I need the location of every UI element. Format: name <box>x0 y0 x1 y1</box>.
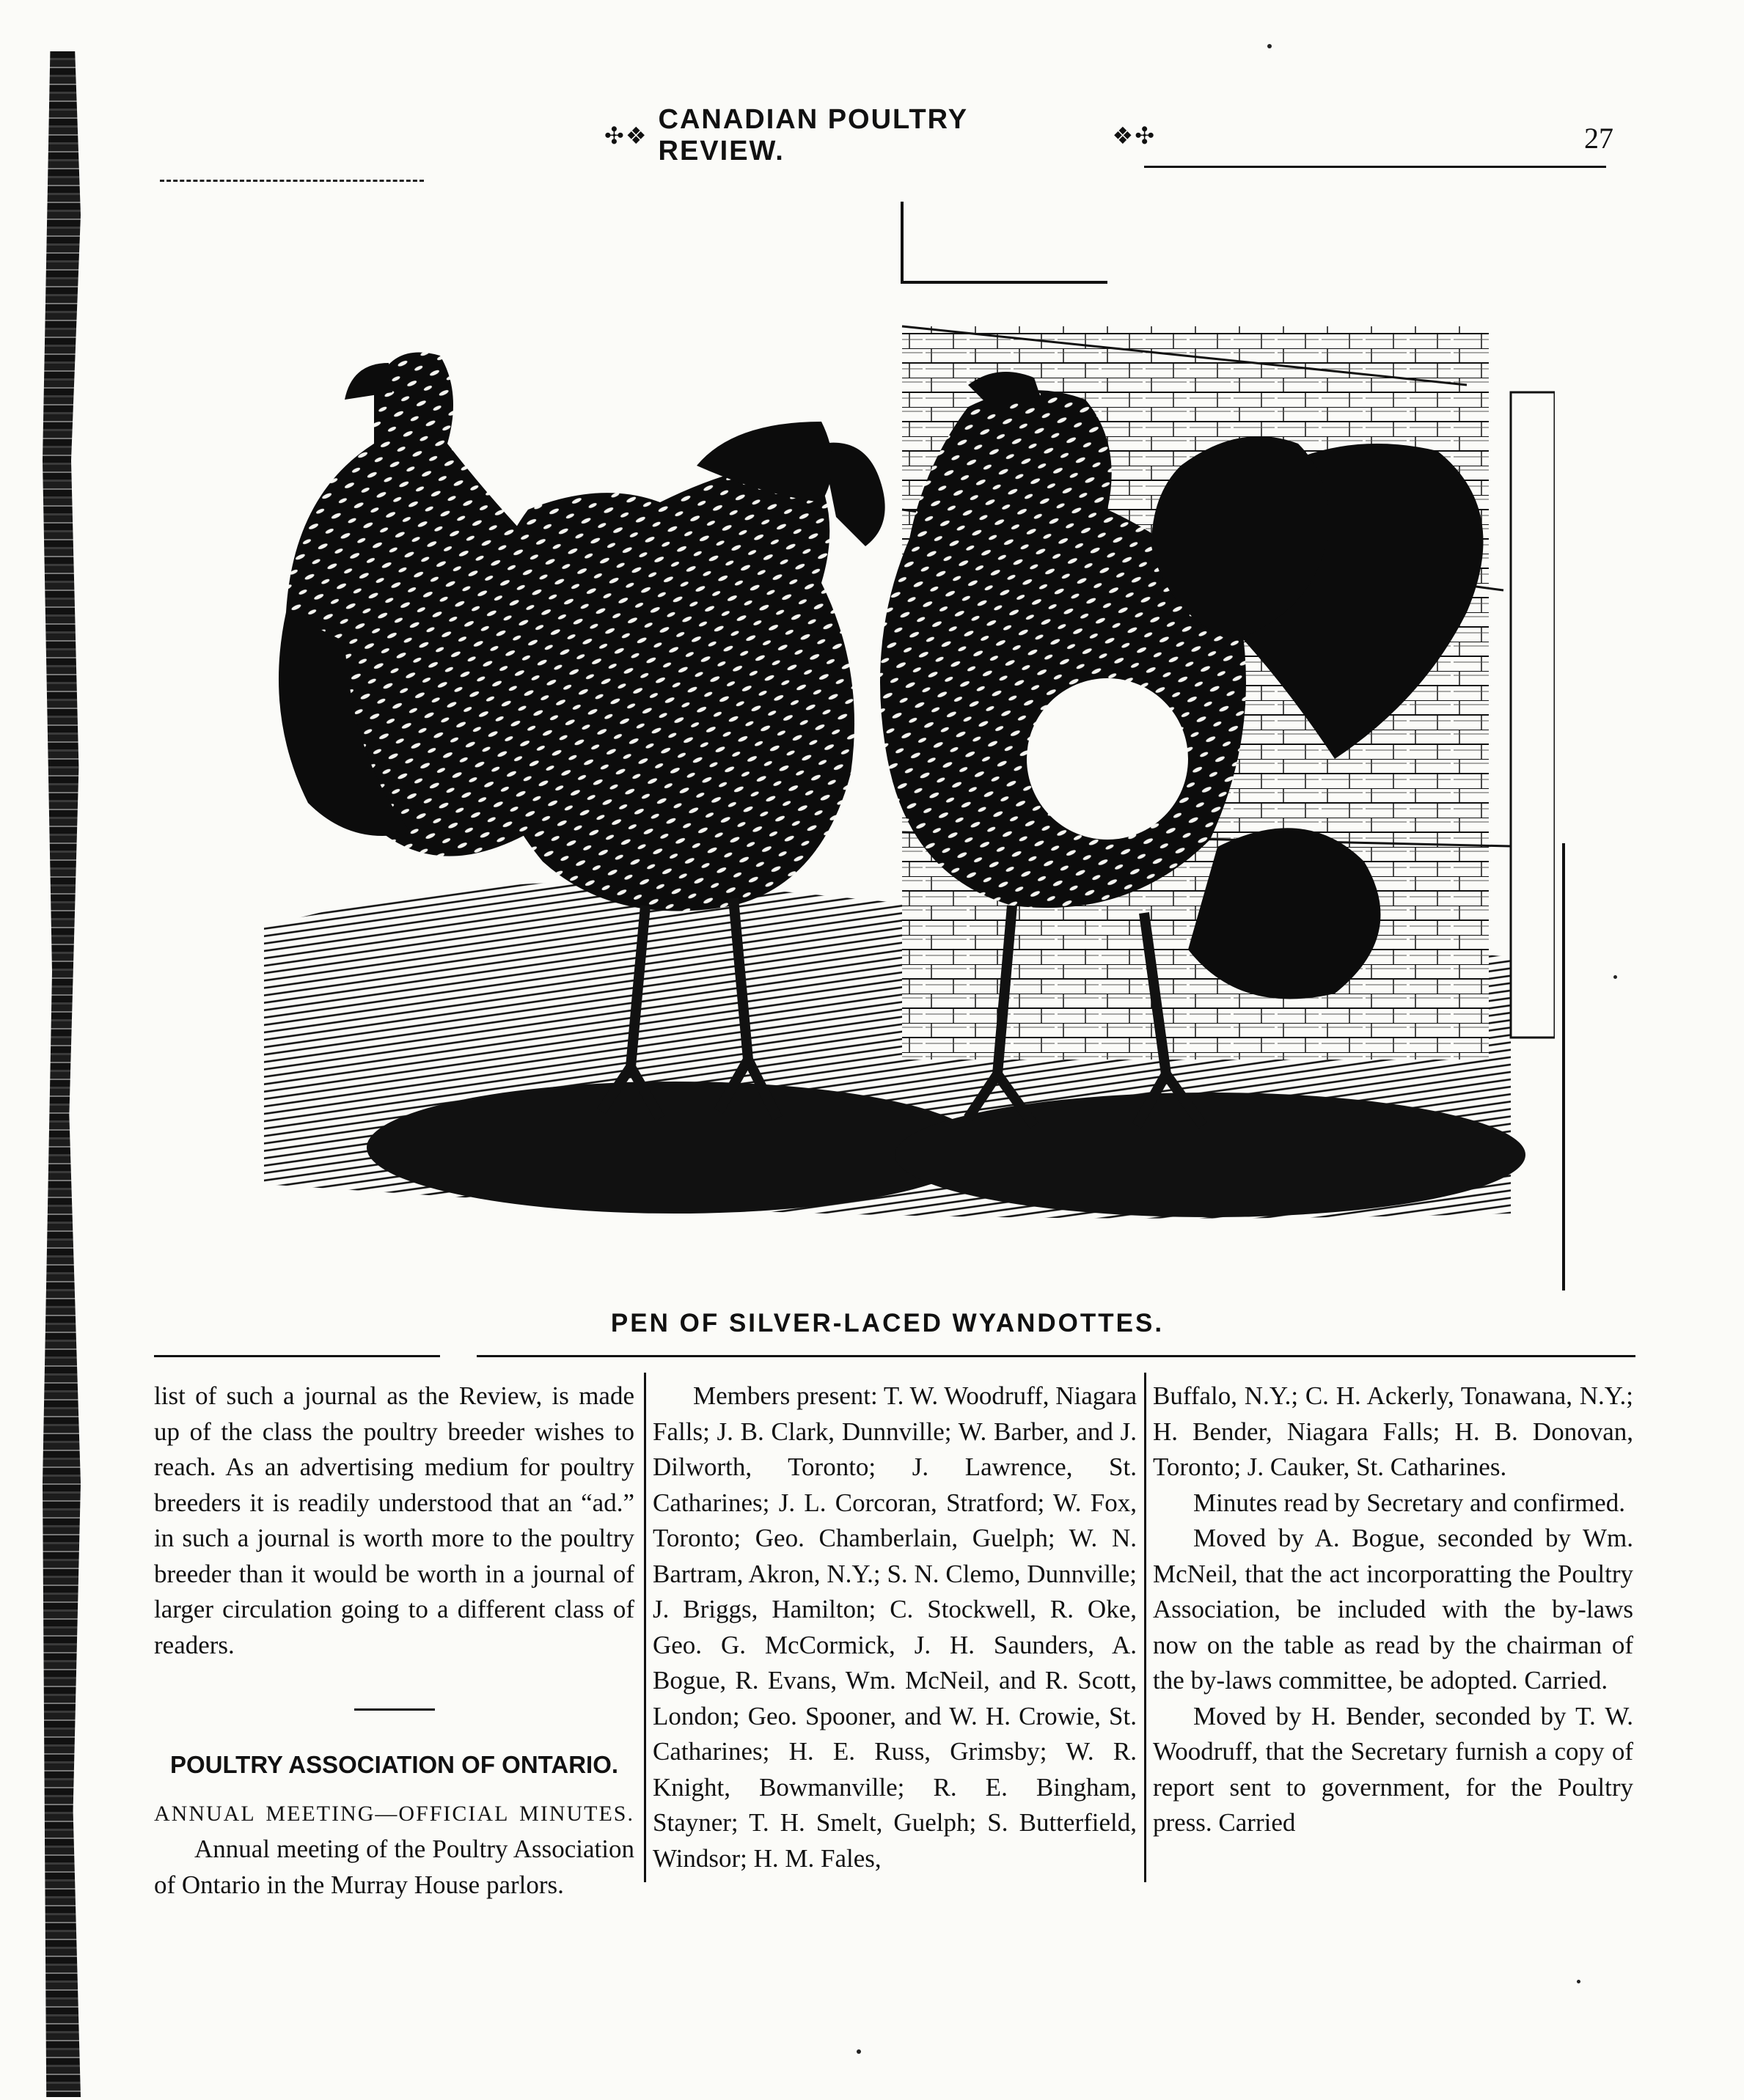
column-1-paragraph-1: list of such a journal as the Review, is made up of the class the poultry breeder wishes to reach. As an advertising medium for poultry breeders it is readily understood that an “ad.” in such a journal is worth more to the poultry breeder than it would be worth in a journal of larger circulation going to a different class of readers. <box>154 1381 634 1659</box>
wyandotte-engraving <box>264 202 1555 1287</box>
column-3-paragraph-4: Moved by H. Bender, seconded by T. W. Woodruff, that the Secretary furnish a copy of report sent to government, for the Poultry press. Carried <box>1153 1701 1633 1837</box>
section-divider <box>354 1708 435 1711</box>
right-ornament-icon: ❖✣ <box>1112 122 1156 149</box>
header-rule-right <box>1144 166 1606 168</box>
text-column-2 <box>653 1378 1137 1876</box>
text-column-1 <box>154 1378 634 1903</box>
scan-speck <box>1613 975 1617 979</box>
column-3-paragraph-3: Moved by A. Bogue, seconded by Wm. McNeil, that the act incorporatting the Poultry Association, be included with the by-laws now on the table as read by the chairman of the by-laws committee, be adopted. Carried. <box>1153 1524 1633 1695</box>
minutes-heading: ANNUAL MEETING—OFFICIAL MINUTES. <box>154 1801 634 1826</box>
section-title: POULTRY ASSOCIATION OF ONTARIO. <box>169 1751 619 1778</box>
page-number: 27 <box>1584 122 1613 155</box>
members-present-paragraph: Members present: T. W. Woodruff, Niagara Falls; J. B. Clark, Dunnville; W. Barber, and J. Dilworth, Toronto; J. Lawrence, St. Catharines; J. L. Corcoran, Stratford; W. Fox, Toronto; Geo. Chamberlain, Guelph; W. N. Bartram, Akron, N.Y.; S. N. Clemo, Dunnville; J. Briggs, Hamilton; C. Stockwell, R. Oke, Geo. G. McCormick, J. H. Saunders, A. Bogue, R. Evans, Wm. McNeil, and R. Scott, London; Geo. Spooner, and W. H. Crowie, St. Catharines; H. E. Russ, Grimsby; W. R. Knight, Bowmanville; R. E. Bingham, Stayner; T. H. Smelt, Guelph; S. Butterfield, Windsor; H. M. Fales, <box>653 1381 1137 1873</box>
illustration-frame-line <box>1562 843 1565 1291</box>
scan-speck <box>857 2049 861 2054</box>
caption-rule-left <box>154 1355 440 1357</box>
column-3-paragraph-1: Buffalo, N.Y.; C. H. Ackerly, Tonawana, N.Y.; H. Bender, Niagara Falls; H. B. Donovan, Toronto; J. Cauker, St. Catharines. <box>1153 1381 1633 1481</box>
column-separator-1 <box>644 1373 646 1882</box>
page-binding-edge <box>43 51 81 2097</box>
column-3-paragraph-2: Minutes read by Secretary and confirmed. <box>1193 1488 1625 1517</box>
column-separator-2 <box>1144 1373 1146 1882</box>
running-header <box>594 104 1166 166</box>
illustration-caption: PEN OF SILVER-LACED WYANDOTTES. <box>610 1309 1165 1337</box>
header-rule-left <box>160 180 424 182</box>
scan-speck <box>1267 44 1272 48</box>
caption-rule-right <box>477 1355 1635 1357</box>
text-column-3 <box>1153 1378 1633 1841</box>
header-title: CANADIAN POULTRY REVIEW. <box>658 104 968 166</box>
column-1-paragraph-2: Annual meeting of the Poultry Association of Ontario in the Murray House parlors. <box>154 1835 634 1899</box>
scan-speck <box>1577 1980 1580 1983</box>
left-ornament-icon: ✣❖ <box>604 122 648 149</box>
